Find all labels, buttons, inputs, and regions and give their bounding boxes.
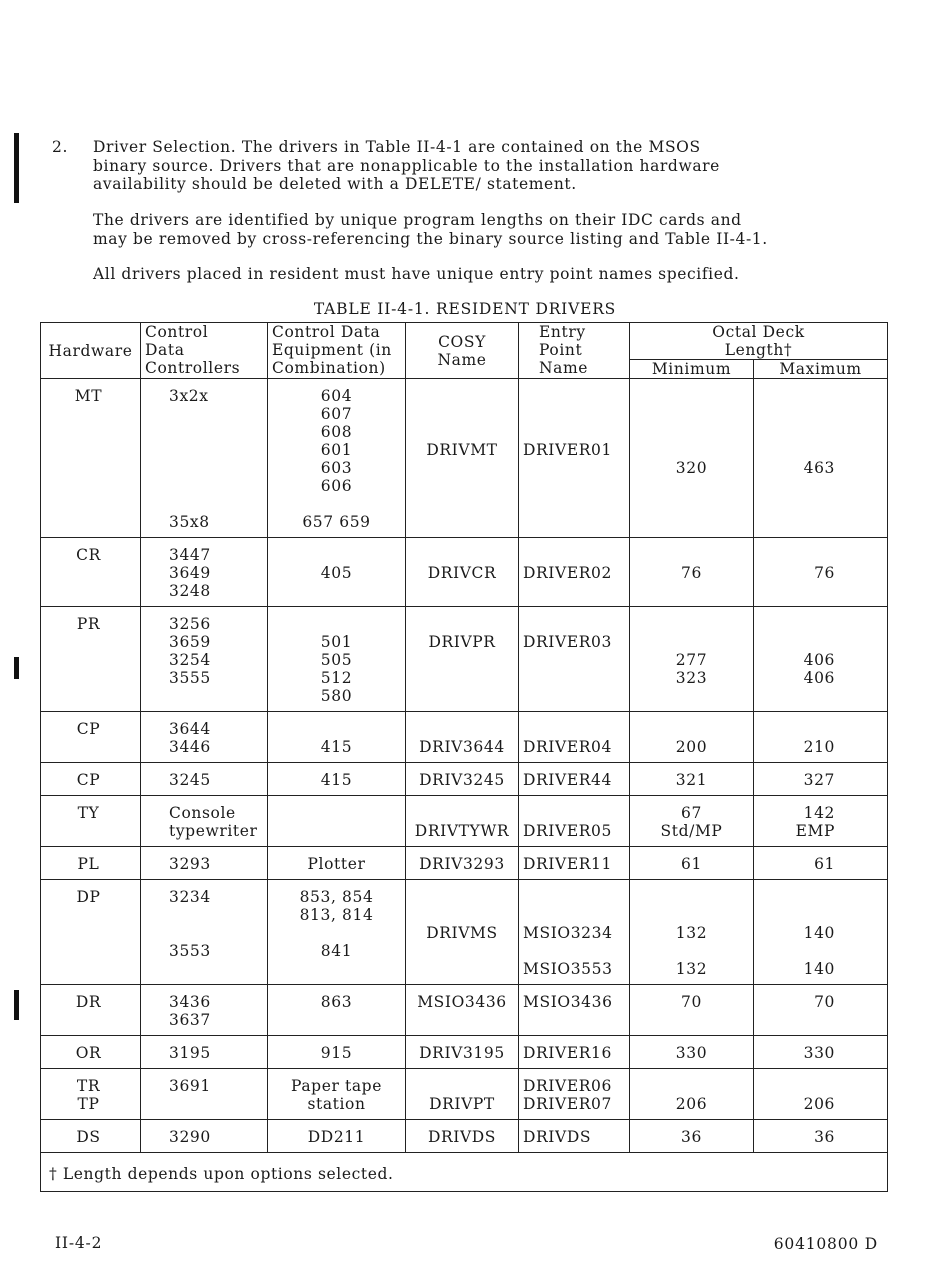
cell-hardware: CP (41, 763, 141, 796)
cell-equipment: Paper tape station (268, 1069, 406, 1120)
header-hardware: Hardware (41, 323, 141, 379)
page-label: II-4-2 (55, 1234, 103, 1252)
table-row (41, 607, 888, 712)
cell-minimum: 277 323 (630, 607, 754, 712)
paragraph-driver-selection: Driver Selection. The drivers in Table II-4-1 are contained on the MSOS binary source. Drivers that are nonapplicable to the installation hardware availability should be deleted with a DELETE/ statement. (93, 138, 720, 193)
cell-controllers: 3234 3553 (141, 880, 268, 985)
change-bar-pr-row (14, 657, 19, 679)
cell-cosy-name: DRIVPR (406, 607, 519, 712)
cell-hardware: TR TP (41, 1069, 141, 1120)
cell-minimum: 76 (630, 538, 754, 607)
cell-hardware: MT (41, 379, 141, 538)
item-number: 2. (52, 138, 68, 156)
cell-cosy-name: DRIV3245 (406, 763, 519, 796)
cell-cosy-name: DRIVDS (406, 1120, 519, 1153)
cell-entry-point: MSIO3436 (519, 985, 630, 1036)
cell-hardware: DP (41, 880, 141, 985)
cell-equipment: 604 607 608 601 603 606 657 659 (268, 379, 406, 538)
header-octal-deck-length: Octal Deck Length† (630, 323, 888, 360)
cell-hardware: CR (41, 538, 141, 607)
cell-controllers: 3290 (141, 1120, 268, 1153)
cell-controllers: 3256 3659 3254 3555 (141, 607, 268, 712)
cell-cosy-name: MSIO3436 (406, 985, 519, 1036)
cell-minimum: 70 (630, 985, 754, 1036)
cell-controllers: 3245 (141, 763, 268, 796)
table-row (41, 379, 888, 538)
cell-cosy-name: DRIV3644 (406, 712, 519, 763)
cell-minimum: 206 (630, 1069, 754, 1120)
table-row (41, 985, 888, 1036)
cell-equipment: 863 (268, 985, 406, 1036)
cell-cosy-name: DRIVCR (406, 538, 519, 607)
header-minimum: Minimum (630, 360, 754, 379)
resident-drivers-table (40, 322, 888, 1192)
cell-entry-point: MSIO3234 MSIO3553 (519, 880, 630, 985)
table-row (41, 1120, 888, 1153)
cell-maximum: 206 (754, 1069, 888, 1120)
cell-hardware: DR (41, 985, 141, 1036)
cell-hardware: CP (41, 712, 141, 763)
paragraph-entry-points: All drivers placed in resident must have unique entry point names specified. (93, 265, 740, 283)
header-equipment: Control Data Equipment (in Combination) (268, 323, 406, 379)
cell-maximum: 330 (754, 1036, 888, 1069)
cell-entry-point: DRIVDS (519, 1120, 630, 1153)
change-bar-tr-row (14, 990, 19, 1020)
cell-equipment: 415 (268, 763, 406, 796)
cell-controllers: 3x2x 35x8 (141, 379, 268, 538)
cell-entry-point: DRIVER44 (519, 763, 630, 796)
cell-maximum: 36 (754, 1120, 888, 1153)
cell-entry-point: DRIVER04 (519, 712, 630, 763)
cell-equipment: DD211 (268, 1120, 406, 1153)
cell-equipment: 853, 854 813, 814 841 (268, 880, 406, 985)
cell-maximum: 327 (754, 763, 888, 796)
cell-equipment: 415 (268, 712, 406, 763)
cell-minimum: 320 (630, 379, 754, 538)
table-row (41, 880, 888, 985)
header-cosy-name: COSY Name (406, 323, 519, 379)
cell-cosy-name: DRIV3195 (406, 1036, 519, 1069)
cell-cosy-name: DRIVMS (406, 880, 519, 985)
table-footnote: † Length depends upon options selected. (41, 1153, 888, 1192)
cell-controllers: 3436 3637 (141, 985, 268, 1036)
document-number: 60410800 D (773, 1235, 878, 1253)
cell-entry-point: DRIVER16 (519, 1036, 630, 1069)
cell-equipment: 915 (268, 1036, 406, 1069)
table-row (41, 763, 888, 796)
cell-controllers: 3195 (141, 1036, 268, 1069)
cell-equipment: 501 505 512 580 (268, 607, 406, 712)
table-row (41, 1069, 888, 1120)
cell-maximum: 463 (754, 379, 888, 538)
table-row (41, 1036, 888, 1069)
cell-minimum: 200 (630, 712, 754, 763)
cell-entry-point: DRIVER06 DRIVER07 (519, 1069, 630, 1120)
cell-cosy-name: DRIVTYWR (406, 796, 519, 847)
table-body (41, 379, 888, 1153)
cell-maximum: 142 EMP (754, 796, 888, 847)
cell-controllers: 3644 3446 (141, 712, 268, 763)
cell-maximum: 210 (754, 712, 888, 763)
header-controllers: Control Data Controllers (141, 323, 268, 379)
cell-maximum: 76 (754, 538, 888, 607)
cell-maximum: 406 406 (754, 607, 888, 712)
cell-entry-point: DRIVER02 (519, 538, 630, 607)
table-title: TABLE II-4-1. RESIDENT DRIVERS (313, 300, 617, 318)
cell-controllers: 3447 3649 3248 (141, 538, 268, 607)
cell-hardware: DS (41, 1120, 141, 1153)
cell-equipment: 405 (268, 538, 406, 607)
table-row (41, 796, 888, 847)
change-bar-paragraph (14, 133, 19, 203)
cell-hardware: PR (41, 607, 141, 712)
cell-hardware: TY (41, 796, 141, 847)
header-maximum: Maximum (754, 360, 888, 379)
cell-entry-point: DRIVER01 (519, 379, 630, 538)
cell-minimum: 132 132 (630, 880, 754, 985)
cell-maximum: 70 (754, 985, 888, 1036)
cell-cosy-name: DRIV3293 (406, 847, 519, 880)
cell-minimum: 67 Std/MP (630, 796, 754, 847)
table-row (41, 847, 888, 880)
cell-hardware: PL (41, 847, 141, 880)
cell-cosy-name: DRIVPT (406, 1069, 519, 1120)
cell-equipment (268, 796, 406, 847)
header-entry-point: Entry Point Name (519, 323, 630, 379)
cell-maximum: 61 (754, 847, 888, 880)
cell-minimum: 61 (630, 847, 754, 880)
cell-minimum: 330 (630, 1036, 754, 1069)
cell-hardware: OR (41, 1036, 141, 1069)
cell-equipment: Plotter (268, 847, 406, 880)
cell-controllers: 3293 (141, 847, 268, 880)
cell-minimum: 36 (630, 1120, 754, 1153)
cell-entry-point: DRIVER05 (519, 796, 630, 847)
cell-entry-point: DRIVER11 (519, 847, 630, 880)
table-row (41, 712, 888, 763)
paragraph-identification: The drivers are identified by unique program lengths on their IDC cards and may be removed by cross-referencing the binary source listing and Table II-4-1. (93, 211, 768, 248)
cell-controllers: Console typewriter (141, 796, 268, 847)
cell-cosy-name: DRIVMT (406, 379, 519, 538)
table-row (41, 538, 888, 607)
cell-minimum: 321 (630, 763, 754, 796)
cell-maximum: 140 140 (754, 880, 888, 985)
cell-controllers: 3691 (141, 1069, 268, 1120)
cell-entry-point: DRIVER03 (519, 607, 630, 712)
